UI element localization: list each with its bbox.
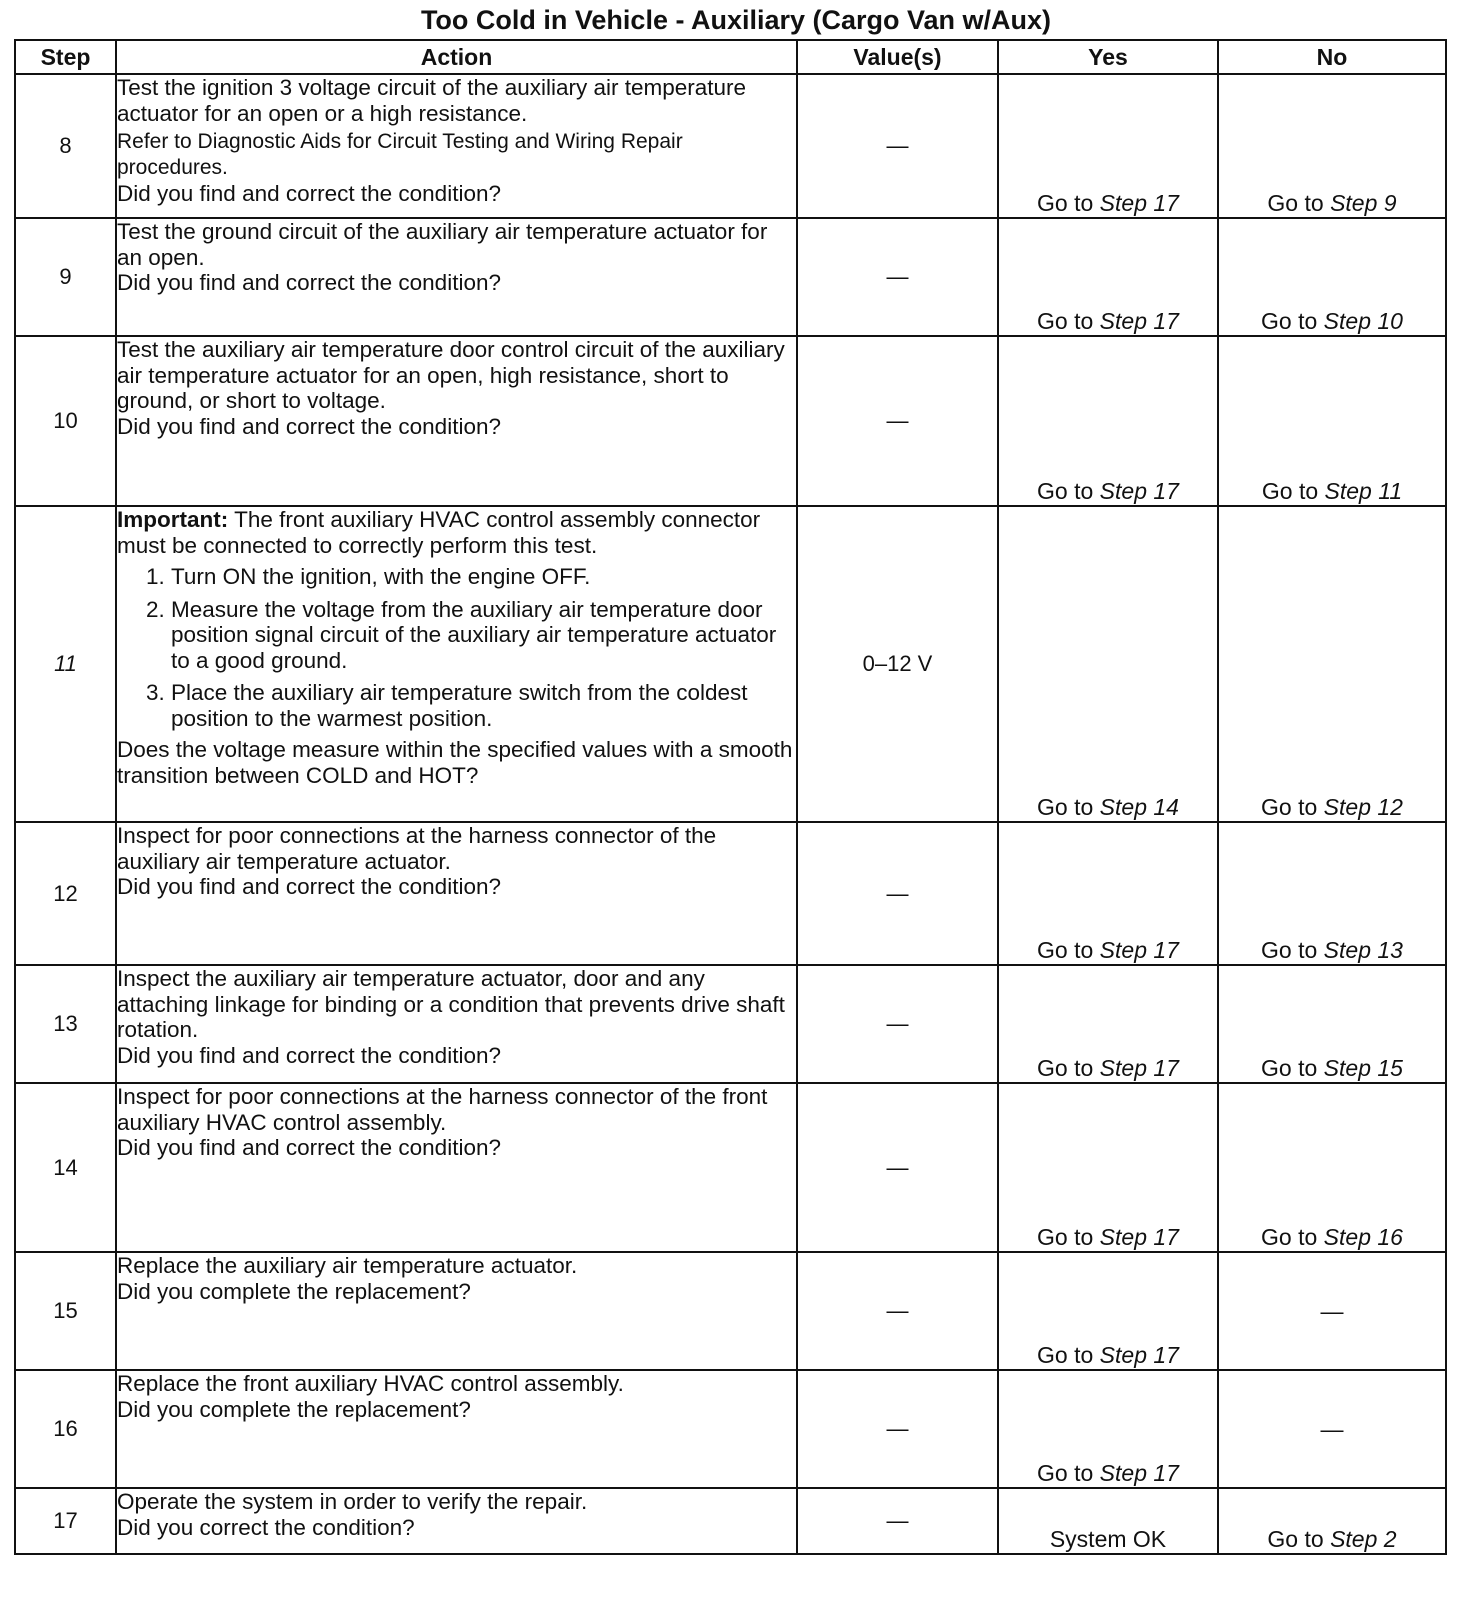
action-question: Did you find and correct the condition? (117, 413, 501, 439)
no-cell (1218, 336, 1446, 506)
list-item: 3. Place the auxiliary air temperature switch from the coldest position to the warmest position. (171, 680, 796, 731)
action-cell (116, 1488, 797, 1554)
table-row (15, 74, 1446, 218)
no-cell (1218, 1488, 1446, 1554)
step-number: 14 (15, 1083, 116, 1252)
no-cell (1218, 1083, 1446, 1252)
goto-step-link[interactable]: Step 17 (1099, 190, 1179, 216)
table-row (15, 822, 1446, 965)
yes-cell (998, 1370, 1218, 1488)
step-number: 10 (15, 336, 116, 506)
no-cell: — (1218, 1370, 1446, 1488)
value-cell: — (797, 336, 998, 506)
no-cell (1218, 965, 1446, 1083)
action-question: Did you find and correct the condition? (117, 1135, 501, 1160)
action-cell (116, 1252, 797, 1370)
yes-cell (998, 218, 1218, 336)
header-step: Step (15, 40, 116, 74)
table-row (15, 1488, 1446, 1554)
goto-prefix: Go to (1037, 937, 1100, 963)
no-cell: — (1218, 1252, 1446, 1370)
goto-step-link[interactable]: Step 2 (1330, 1526, 1397, 1552)
goto-prefix: Go to (1261, 1055, 1324, 1081)
goto-step-link[interactable]: Step 17 (1099, 1342, 1179, 1368)
step-number: 17 (15, 1488, 116, 1554)
step-number: 8 (15, 74, 116, 218)
action-question: Did you find and correct the condition? (117, 874, 501, 899)
value-cell: — (797, 822, 998, 965)
goto-prefix: Go to (1267, 190, 1331, 216)
no-cell (1218, 822, 1446, 965)
goto-prefix: Go to (1037, 478, 1100, 504)
goto-step-link[interactable]: Step 14 (1099, 794, 1179, 820)
important-label: Important: (117, 507, 229, 532)
goto-step-link[interactable]: Step 15 (1323, 1055, 1403, 1081)
goto-prefix: Go to (1037, 1055, 1100, 1081)
no-cell (1218, 506, 1446, 822)
goto-step-link[interactable]: Step 9 (1330, 190, 1397, 216)
goto-prefix: Go to (1037, 1342, 1100, 1368)
table-row (15, 336, 1446, 506)
action-question: Did you complete the replacement? (117, 1278, 471, 1304)
goto-step-link[interactable]: Step 13 (1323, 937, 1403, 963)
value-cell: — (797, 1252, 998, 1370)
yes-cell: System OK (998, 1488, 1218, 1554)
action-text: Replace the front auxiliary HVAC control assembly. (117, 1371, 624, 1396)
step-number: 16 (15, 1370, 116, 1488)
yes-cell (998, 336, 1218, 506)
action-text: Inspect for poor connections at the harness connector of the front auxiliary HVAC control assembly. (117, 1084, 768, 1135)
goto-step-link[interactable]: Step 16 (1323, 1224, 1403, 1250)
goto-prefix: Go to (1261, 1224, 1324, 1250)
table-row (15, 1252, 1446, 1370)
important-note (117, 507, 796, 558)
action-text: Test the ground circuit of the auxiliary air temperature actuator for an open. (117, 219, 768, 270)
goto-step-link[interactable]: Step 11 (1324, 478, 1403, 504)
action-text: Refer to Diagnostic Aids for Circuit Testing and Wiring Repair procedures. (117, 130, 683, 179)
diagnostic-table (14, 39, 1447, 1555)
action-cell (116, 336, 797, 506)
yes-cell (998, 1083, 1218, 1252)
table-row (15, 1370, 1446, 1488)
action-question: Did you find and correct the condition? (117, 270, 501, 295)
list-item: 1. Turn ON the ignition, with the engine OFF. (171, 564, 796, 590)
value-cell: — (797, 74, 998, 218)
yes-cell (998, 74, 1218, 218)
action-cell (116, 1370, 797, 1488)
yes-cell (998, 965, 1218, 1083)
action-question: Did you find and correct the condition? (117, 181, 501, 206)
yes-cell (998, 506, 1218, 822)
value-cell: 0–12 V (797, 506, 998, 822)
table-row (15, 218, 1446, 336)
table-row (15, 506, 1446, 822)
step-number: 11 (15, 506, 116, 822)
action-cell (116, 506, 797, 822)
action-text: Inspect the auxiliary air temperature actuator, door and any attaching linkage for binding or a condition that prevents drive shaft rotation. (117, 966, 785, 1042)
action-cell (116, 1083, 797, 1252)
action-question: Did you correct the condition? (117, 1514, 415, 1540)
goto-prefix: Go to (1037, 308, 1100, 334)
value-cell: — (797, 1370, 998, 1488)
goto-prefix: Go to (1261, 937, 1324, 963)
goto-step-link[interactable]: Step 10 (1323, 308, 1403, 334)
goto-step-link[interactable]: Step 17 (1099, 478, 1179, 504)
goto-step-link[interactable]: Step 17 (1099, 1460, 1179, 1486)
goto-prefix: Go to (1037, 794, 1100, 820)
goto-step-link[interactable]: Step 12 (1323, 794, 1403, 820)
header-yes: Yes (998, 40, 1218, 74)
important-text: The front auxiliary HVAC control assembly connector must be connected to correctly perform this test. (117, 507, 761, 558)
procedure-list (117, 564, 796, 731)
goto-step-link[interactable]: Step 17 (1099, 1055, 1179, 1081)
value-cell: — (797, 1488, 998, 1554)
step-number: 9 (15, 218, 116, 336)
goto-prefix: Go to (1261, 794, 1324, 820)
action-question: Did you complete the replacement? (117, 1396, 471, 1422)
header-action: Action (116, 40, 797, 74)
yes-cell (998, 822, 1218, 965)
goto-prefix: Go to (1037, 190, 1100, 216)
action-text: Test the ignition 3 voltage circuit of the auxiliary air temperature actuator for an open or a high resistance. (117, 75, 747, 126)
header-values: Value(s) (797, 40, 998, 74)
yes-cell (998, 1252, 1218, 1370)
action-cell (116, 822, 797, 965)
step-number: 13 (15, 965, 116, 1083)
no-cell (1218, 74, 1446, 218)
table-row (15, 1083, 1446, 1252)
step-number: 12 (15, 822, 116, 965)
goto-prefix: Go to (1267, 1526, 1331, 1552)
action-cell (116, 965, 797, 1083)
goto-step-link[interactable]: Step 17 (1099, 937, 1179, 963)
list-item: 2. Measure the voltage from the auxiliary air temperature door position signal circuit of the auxiliary air temperature actuator to a good ground. (171, 597, 796, 674)
value-cell: — (797, 965, 998, 1083)
page-title: Too Cold in Vehicle - Auxiliary (Cargo Van w/Aux) (420, 5, 1052, 35)
goto-step-link[interactable]: Step 17 (1099, 1224, 1179, 1250)
value-cell: — (797, 1083, 998, 1252)
action-cell (116, 74, 797, 218)
action-text: Operate the system in order to verify the repair. (117, 1489, 588, 1514)
table-row (15, 965, 1446, 1083)
action-text: Inspect for poor connections at the harness connector of the auxiliary air temperature actuator. (117, 823, 717, 874)
goto-prefix: Go to (1037, 1224, 1100, 1250)
goto-prefix: Go to (1037, 1460, 1100, 1486)
action-question: Did you find and correct the condition? (117, 1042, 501, 1068)
goto-prefix: Go to (1261, 308, 1324, 334)
action-text: Replace the auxiliary air temperature actuator. (117, 1253, 578, 1278)
no-cell (1218, 218, 1446, 336)
table-header-row (15, 40, 1446, 74)
goto-prefix: Go to (1261, 478, 1325, 504)
step-number: 15 (15, 1252, 116, 1370)
action-text: Test the auxiliary air temperature door control circuit of the auxiliary air temperature actuator for an open, high resistance, short to ground, or short to voltage. (117, 337, 785, 413)
value-cell: — (797, 218, 998, 336)
action-cell (116, 218, 797, 336)
action-question: Does the voltage measure within the specified values with a smooth transition between COLD and HOT? (117, 737, 793, 788)
goto-step-link[interactable]: Step 17 (1099, 308, 1179, 334)
header-no: No (1218, 40, 1446, 74)
